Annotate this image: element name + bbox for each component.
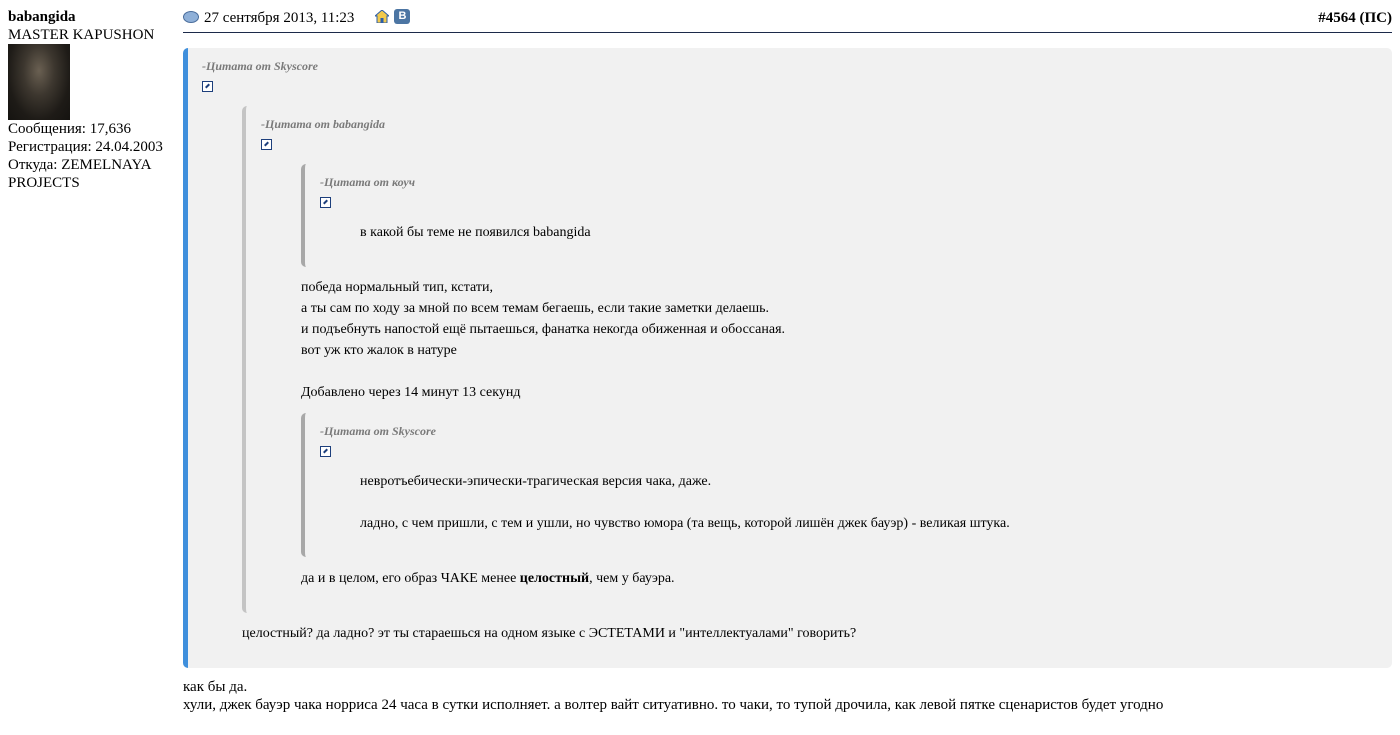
user-location-2: PROJECTS — [8, 175, 80, 191]
quote-title: -Цитата от babangida — [261, 117, 386, 131]
quote-final-line — [301, 568, 675, 589]
quote-title: -Цитата от Skyscore — [320, 424, 436, 438]
home-icon[interactable] — [375, 10, 389, 23]
quote-text: ладно, с чем пришли, с тем и ушли, но чувство юмора (та вещь, которой лишён джек бауэр) - великая штука. — [360, 516, 1010, 531]
post — [183, 8, 1392, 33]
post-number-link[interactable]: #4564 — [1318, 10, 1356, 26]
user-posts-count: Сообщения: 17,636 — [8, 121, 131, 137]
quote-reply: целостный? да ладно? эт ты стараешься на одном языке с ЭСТЕТАМИ и "интеллектуалами" говорить? — [242, 626, 857, 641]
user-sidebar — [8, 8, 178, 192]
quote-link-icon[interactable] — [261, 139, 272, 150]
vk-share-icon[interactable]: В — [394, 9, 410, 24]
quote-link-icon[interactable] — [202, 81, 213, 92]
post-number — [1318, 10, 1392, 27]
bold-word: целостный — [519, 571, 590, 586]
user-registration: Регистрация: 24.04.2003 — [8, 139, 163, 155]
post-body-line: хули, джек бауэр чака норриса 24 часа в сутки исполняет. а волтер вайт ситуативно. то чаки, то тупой дрочила, как левой пятке сценаристов будет угодно — [183, 697, 1164, 713]
text-part: да и в целом, его образ ЧАКЕ менее — [301, 571, 520, 586]
speech-bubble-icon — [183, 11, 199, 23]
quote-link-icon[interactable] — [320, 446, 331, 457]
avatar[interactable] — [8, 44, 70, 120]
quote-text: в какой бы теме не появился babangida — [360, 225, 591, 240]
quote-link-icon[interactable] — [320, 197, 331, 208]
text-part: , чем у бауэра. — [589, 571, 675, 586]
post-body-line: как бы да. — [183, 679, 248, 695]
user-title: MASTER KAPUSHON — [8, 27, 155, 43]
quote-kouch — [301, 164, 1278, 267]
quote-line: вот уж кто жалок в натуре — [301, 343, 457, 358]
username[interactable]: babangida — [8, 9, 76, 25]
post-date: 27 сентября 2013, 11:23 — [204, 10, 355, 26]
quote-line: а ты сам по ходу за мной по всем темам бегаешь, если такие заметки делаешь. — [301, 301, 770, 316]
quote-title: -Цитата от коуч — [320, 175, 416, 189]
quote-line: победа нормальный тип, кстати, — [301, 280, 493, 295]
quote-text: невротъебически-эпически-трагическая версия чака, даже. — [360, 474, 712, 489]
post-header — [183, 8, 1392, 33]
quote-line: и подъебнуть напостой ещё пытаешься, фанатка некогда обиженная и обоссаная. — [301, 322, 786, 337]
added-later-note: Добавлено через 14 минут 13 секунд — [301, 385, 521, 400]
user-location-1: Откуда: ZEMELNAYA — [8, 157, 152, 173]
post-number-suffix: (ПС) — [1359, 10, 1392, 26]
quote-title: -Цитата от Skyscore — [202, 59, 318, 73]
